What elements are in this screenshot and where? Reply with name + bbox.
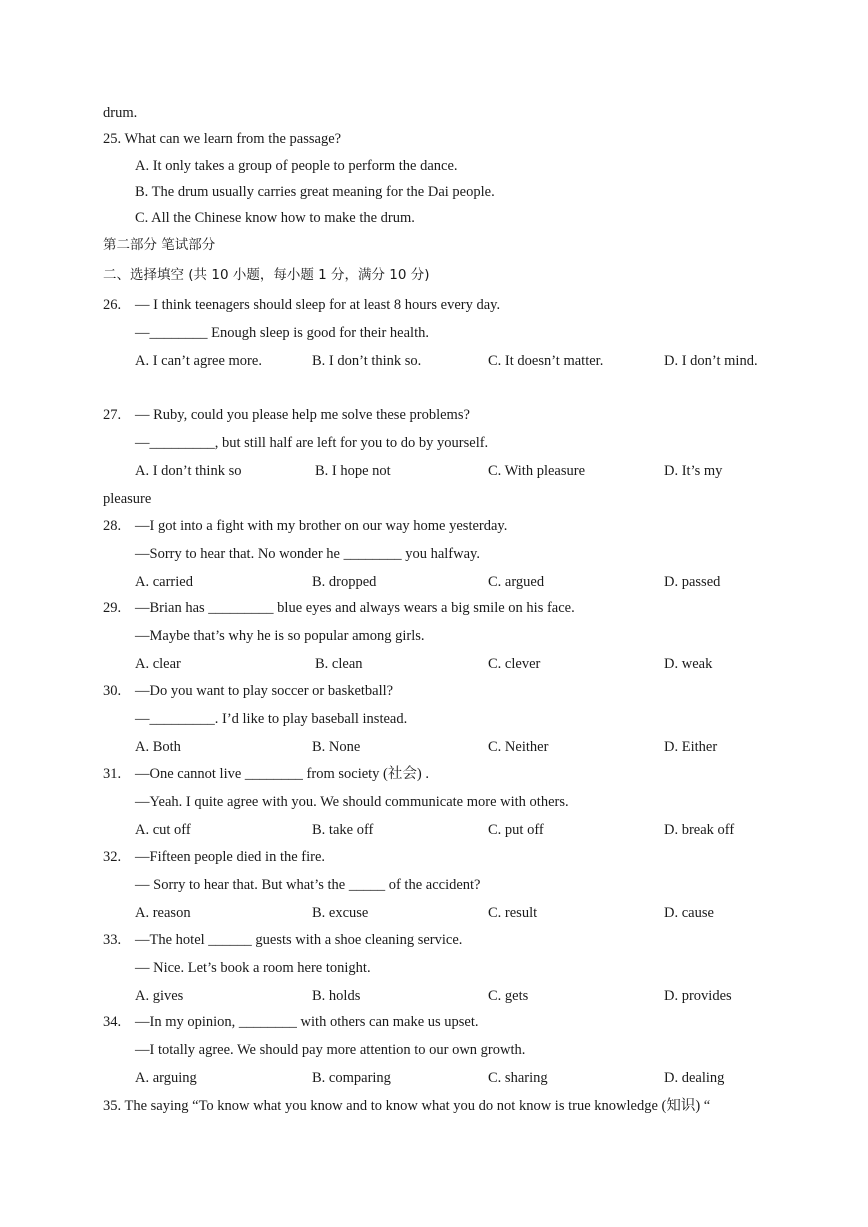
question-line: —One cannot live ________ from society (社会) . <box>135 766 429 782</box>
option-d: D. dealing <box>664 1070 725 1086</box>
question-line: —Maybe that’s why he is so popular among girls. <box>135 628 425 644</box>
option-a: A. clear <box>135 656 181 672</box>
section-title: 二、选择填空 (共 10 小题，每小题 1 分，满分 10 分) <box>103 267 430 283</box>
option-b: B. None <box>312 739 361 755</box>
option-c: C. result <box>488 905 538 921</box>
question-number: 32. <box>103 849 122 865</box>
option-a: A. I can’t agree more. <box>135 353 262 369</box>
option-d-wrap: pleasure <box>103 491 152 507</box>
option-d: D. passed <box>664 574 721 590</box>
question-line: —________ Enough sleep is good for their health. <box>135 325 429 341</box>
part2-title: 第二部分 笔试部分 <box>103 237 216 253</box>
option-a: A. carried <box>135 574 193 590</box>
option-a: A. cut off <box>135 822 191 838</box>
question-line: —The hotel ______ guests with a shoe cleaning service. <box>135 932 463 948</box>
question-number: 31. <box>103 766 122 782</box>
question-number: 34. <box>103 1014 122 1030</box>
option-c: C. gets <box>488 988 529 1004</box>
option-b: B. dropped <box>312 574 377 590</box>
question-line: —I totally agree. We should pay more attention to our own growth. <box>135 1042 526 1058</box>
question-line: — I think teenagers should sleep for at least 8 hours every day. <box>135 297 501 313</box>
option-b: B. clean <box>315 656 363 672</box>
question-number: 30. <box>103 683 122 699</box>
question-line: — Ruby, could you please help me solve these problems? <box>135 407 470 423</box>
question-line: —I got into a fight with my brother on our way home yesterday. <box>135 518 508 534</box>
option-b: B. comparing <box>312 1070 391 1086</box>
question-line: — Sorry to hear that. But what’s the _____ of the accident? <box>135 877 481 893</box>
option-a: A. reason <box>135 905 191 921</box>
question-line: —_________, but still half are left for you to do by yourself. <box>135 435 489 451</box>
question-line: — Nice. Let’s book a room here tonight. <box>135 960 371 976</box>
option-d: D. break off <box>664 822 735 838</box>
question-line: —Brian has _________ blue eyes and always wears a big smile on his face. <box>135 600 575 616</box>
q25-option-a: A. It only takes a group of people to perform the dance. <box>135 158 458 174</box>
option-c: C. put off <box>488 822 544 838</box>
question-number: 27. <box>103 407 122 423</box>
question-line: —Yeah. I quite agree with you. We should communicate more with others. <box>135 794 569 810</box>
question-number: 29. <box>103 600 122 616</box>
option-b: B. I hope not <box>315 463 391 479</box>
option-c: C. With pleasure <box>488 463 586 479</box>
question-line: —Do you want to play soccer or basketball? <box>135 683 394 699</box>
option-b: B. take off <box>312 822 374 838</box>
question-line: —_________. I’d like to play baseball instead. <box>135 711 408 727</box>
option-b: B. I don’t think so. <box>312 353 422 369</box>
q35-stem: 35. The saying “To know what you know and to know what you do not know is true knowledge (知识) “ <box>103 1098 711 1114</box>
question-number: 28. <box>103 518 122 534</box>
q25-option-b: B. The drum usually carries great meaning for the Dai people. <box>135 184 495 200</box>
option-b: B. excuse <box>312 905 369 921</box>
carryover-line: drum. <box>103 105 138 121</box>
option-c: C. Neither <box>488 739 549 755</box>
option-c: C. It doesn’t matter. <box>488 353 604 369</box>
question-line: —Fifteen people died in the fire. <box>135 849 326 865</box>
option-c: C. sharing <box>488 1070 548 1086</box>
option-a: A. I don’t think so <box>135 463 242 479</box>
option-b: B. holds <box>312 988 361 1004</box>
option-d: D. weak <box>664 656 713 672</box>
option-a: A. Both <box>135 739 181 755</box>
option-d: D. provides <box>664 988 732 1004</box>
option-d: D. I don’t mind. <box>664 353 758 369</box>
option-d: D. It’s my <box>664 463 723 479</box>
question-line: —Sorry to hear that. No wonder he ________ you halfway. <box>135 546 480 562</box>
option-c: C. argued <box>488 574 545 590</box>
q25-option-c: C. All the Chinese know how to make the drum. <box>135 210 415 226</box>
option-c: C. clever <box>488 656 541 672</box>
option-d: D. cause <box>664 905 714 921</box>
option-d: D. Either <box>664 739 718 755</box>
option-a: A. gives <box>135 988 184 1004</box>
option-a: A. arguing <box>135 1070 197 1086</box>
q25-stem: 25. What can we learn from the passage? <box>103 131 342 147</box>
question-number: 26. <box>103 297 122 313</box>
question-line: —In my opinion, ________ with others can make us upset. <box>135 1014 479 1030</box>
question-number: 33. <box>103 932 122 948</box>
